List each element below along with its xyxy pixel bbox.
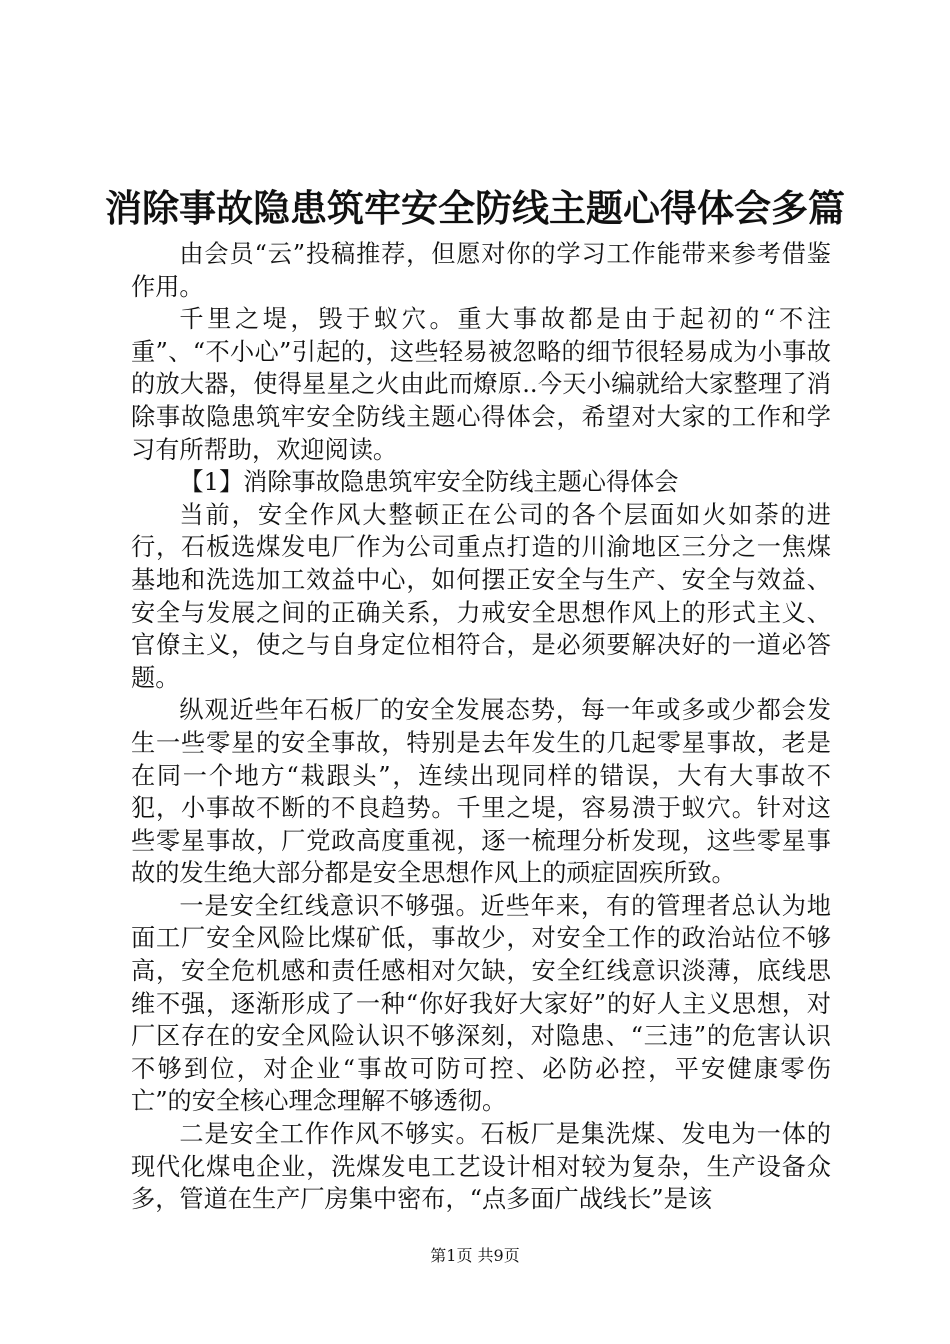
- paragraph-current-situation: 当前，安全作风大整顿正在公司的各个层面如火如荼的进行，石板选煤发电厂作为公司重点打造的川渝地区三分之一焦煤基地和洗选加工效益中心，如何摆正安全与生产、安全与效益、安全与发展之间的正确关系，力戒安全思想作风上的形式主义、官僚主义，使之与自身定位相符合，是必须要解决好的一道必答题。: [131, 500, 831, 692]
- paragraph-point-two: 二是安全工作作风不够实。石板厂是集洗煤、发电为一体的现代化煤电企业，洗煤发电工艺设计相对较为复杂，生产设备众多，管道在生产厂房集中密布，“点多面广战线长”是该: [131, 1120, 831, 1214]
- document-title: 消除事故隐患筑牢安全防线主题心得体会多篇: [105, 187, 845, 230]
- document-body: [131, 238, 831, 1216]
- paragraph-point-one: 一是安全红线意识不够强。近些年来，有的管理者总认为地面工厂安全风险比煤矿低，事故少，对安全工作的政治站位不够高，安全危机感和责任感相对欠缺，安全红线意识淡薄，底线思维不强，逐渐形成了一种“你好我好大家好”的好人主义思想，对厂区存在的安全风险认识不够深刻，对隐患、“三违”的危害认识不够到位，对企业“事故可防可控、必防必控，平安健康零伤亡”的安全核心理念理解不够透彻。: [131, 891, 831, 1116]
- page-footer: 第1页 共9页: [430, 1246, 520, 1265]
- paragraph-preface: 千里之堤，毁于蚁穴。重大事故都是由于起初的“不注重”、“不小心”引起的，这些轻易被忽略的细节很轻易成为小事故的放大器，使得星星之火由此而燎原..今天小编就给大家整理了消除事故隐患筑牢安全防线主题心得体会，希望对大家的工作和学习有所帮助，欢迎阅读。: [131, 305, 831, 464]
- paragraph-trend-analysis: 纵观近些年石板厂的安全发展态势，每一年或多或少都会发生一些零星的安全事故，特别是去年发生的几起零星事故，老是在同一个地方“栽跟头”，连续出现同样的错误，大有大事故不犯，小事故不断的不良趋势。千里之堤，容易溃于蚁穴。针对这些零星事故，厂党政高度重视，逐一梳理分析发现，这些零星事故的发生绝大部分都是安全思想作风上的顽症固疾所致。: [131, 696, 831, 888]
- paragraph-intro: 由会员“云”投稿推荐，但愿对你的学习工作能带来参考借鉴作用。: [131, 240, 831, 301]
- section-heading-1: 【1】消除事故隐患筑牢安全防线主题心得体会: [179, 468, 679, 497]
